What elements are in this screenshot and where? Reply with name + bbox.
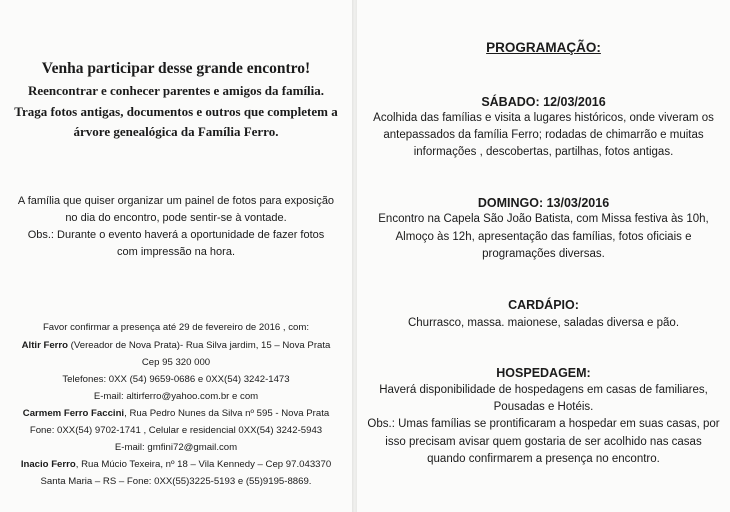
- lodging-heading: HOSPEDAGEM:: [496, 366, 591, 380]
- saturday-heading: SÁBADO: 12/03/2016: [481, 95, 606, 109]
- program-title: PROGRAMAÇÃO:: [486, 40, 601, 55]
- sunday-line-3: programações diversas.: [482, 248, 605, 260]
- sunday-line-1: Encontro na Capela São João Batista, com Missa festiva às 10h,: [378, 213, 709, 225]
- saturday-line-1: Acolhida das famílias e visita a lugares históricos, onde viveram os: [373, 112, 714, 124]
- sunday-line-2: Almoço às 12h, apresentação das famílias, fotos oficiais e: [395, 231, 692, 243]
- info-line-1: A família que quiser organizar um painel de fotos para exposição: [17, 195, 335, 207]
- headline-line-3: Traga fotos antigas, documentos e outros que completem a: [14, 104, 338, 119]
- contacts-intro: Favor confirmar a presença até 29 de fevereiro de 2016 , com:: [42, 322, 310, 333]
- contact-2-email: E-mail: gmfini72@gmail.com: [114, 442, 238, 453]
- lodging-line-2: Pousadas e Hotéis.: [493, 401, 594, 413]
- info-line-2: no dia do encontro, pode sentir-se à vontade.: [65, 212, 287, 224]
- lodging-line-4: isso precisam avisar quem gostaria de ser acolhido nas casas: [385, 436, 702, 448]
- contact-2-address-line: [0, 408, 352, 419]
- contact-1-address: (Vereador de Nova Prata)- Rua Silva jardim, 15 – Nova Prata: [68, 340, 331, 351]
- left-page: [0, 0, 352, 512]
- lodging-line-5: quando confirmarem a presença no encontro.: [427, 453, 660, 465]
- contact-1-name: Altir Ferro: [21, 340, 69, 351]
- right-page: [357, 0, 730, 512]
- contact-1-email: E-mail: altirferro@yahoo.com.br e com: [93, 391, 259, 402]
- contact-2-phones: Fone: 0XX(54) 9702-1741 , Celular e residencial 0XX(54) 3242-5943: [29, 425, 323, 436]
- headline-title: Venha participar desse grande encontro!: [41, 60, 311, 77]
- contact-1-address-line: [0, 340, 352, 351]
- lodging-line-3: Obs.: Umas famílias se prontificaram a hospedar em suas casas, por: [367, 418, 720, 430]
- contact-1-phones: Telefones: 0XX (54) 9659-0686 e 0XX(54) 3242-1473: [62, 374, 290, 385]
- sunday-heading: DOMINGO: 13/03/2016: [477, 196, 610, 210]
- info-line-3: Obs.: Durante o evento haverá a oportunidade de fazer fotos: [27, 229, 325, 241]
- saturday-line-2: antepassados da família Ferro; rodadas de chimarrão e muitas: [383, 129, 704, 141]
- saturday-line-3: informações , descobertas, partilhas, fotos antigas.: [413, 146, 674, 158]
- contact-3-address: , Rua Múcio Texeira, nº 18 – Vila Kennedy – Cep 97.043370: [75, 459, 332, 470]
- contact-2-name: Carmem Ferro Faccini: [22, 408, 125, 419]
- contact-2-address: , Rua Pedro Nunes da Silva nº 595 - Nova Prata: [124, 408, 330, 419]
- headline-line-4: árvore genealógica da Família Ferro.: [73, 124, 279, 139]
- lodging-line-1: Haverá disponibilidade de hospedagens em casas de familiares,: [379, 384, 708, 396]
- menu-line-1: Churrasco, massa. maionese, saladas diversa e pão.: [407, 317, 680, 329]
- info-line-4: com impressão na hora.: [117, 246, 235, 258]
- menu-heading: CARDÁPIO:: [508, 298, 579, 312]
- contact-3-address-line: [0, 459, 352, 470]
- contact-1-cep: Cep 95 320 000: [141, 357, 211, 368]
- contact-3-name: Inacio Ferro: [20, 459, 76, 470]
- headline-line-2: Reencontrar e conhecer parentes e amigos da família.: [27, 83, 325, 98]
- contact-3-city-phone: Santa Maria – RS – Fone: 0XX(55)3225-5193 e (55)9195-8869.: [40, 476, 312, 487]
